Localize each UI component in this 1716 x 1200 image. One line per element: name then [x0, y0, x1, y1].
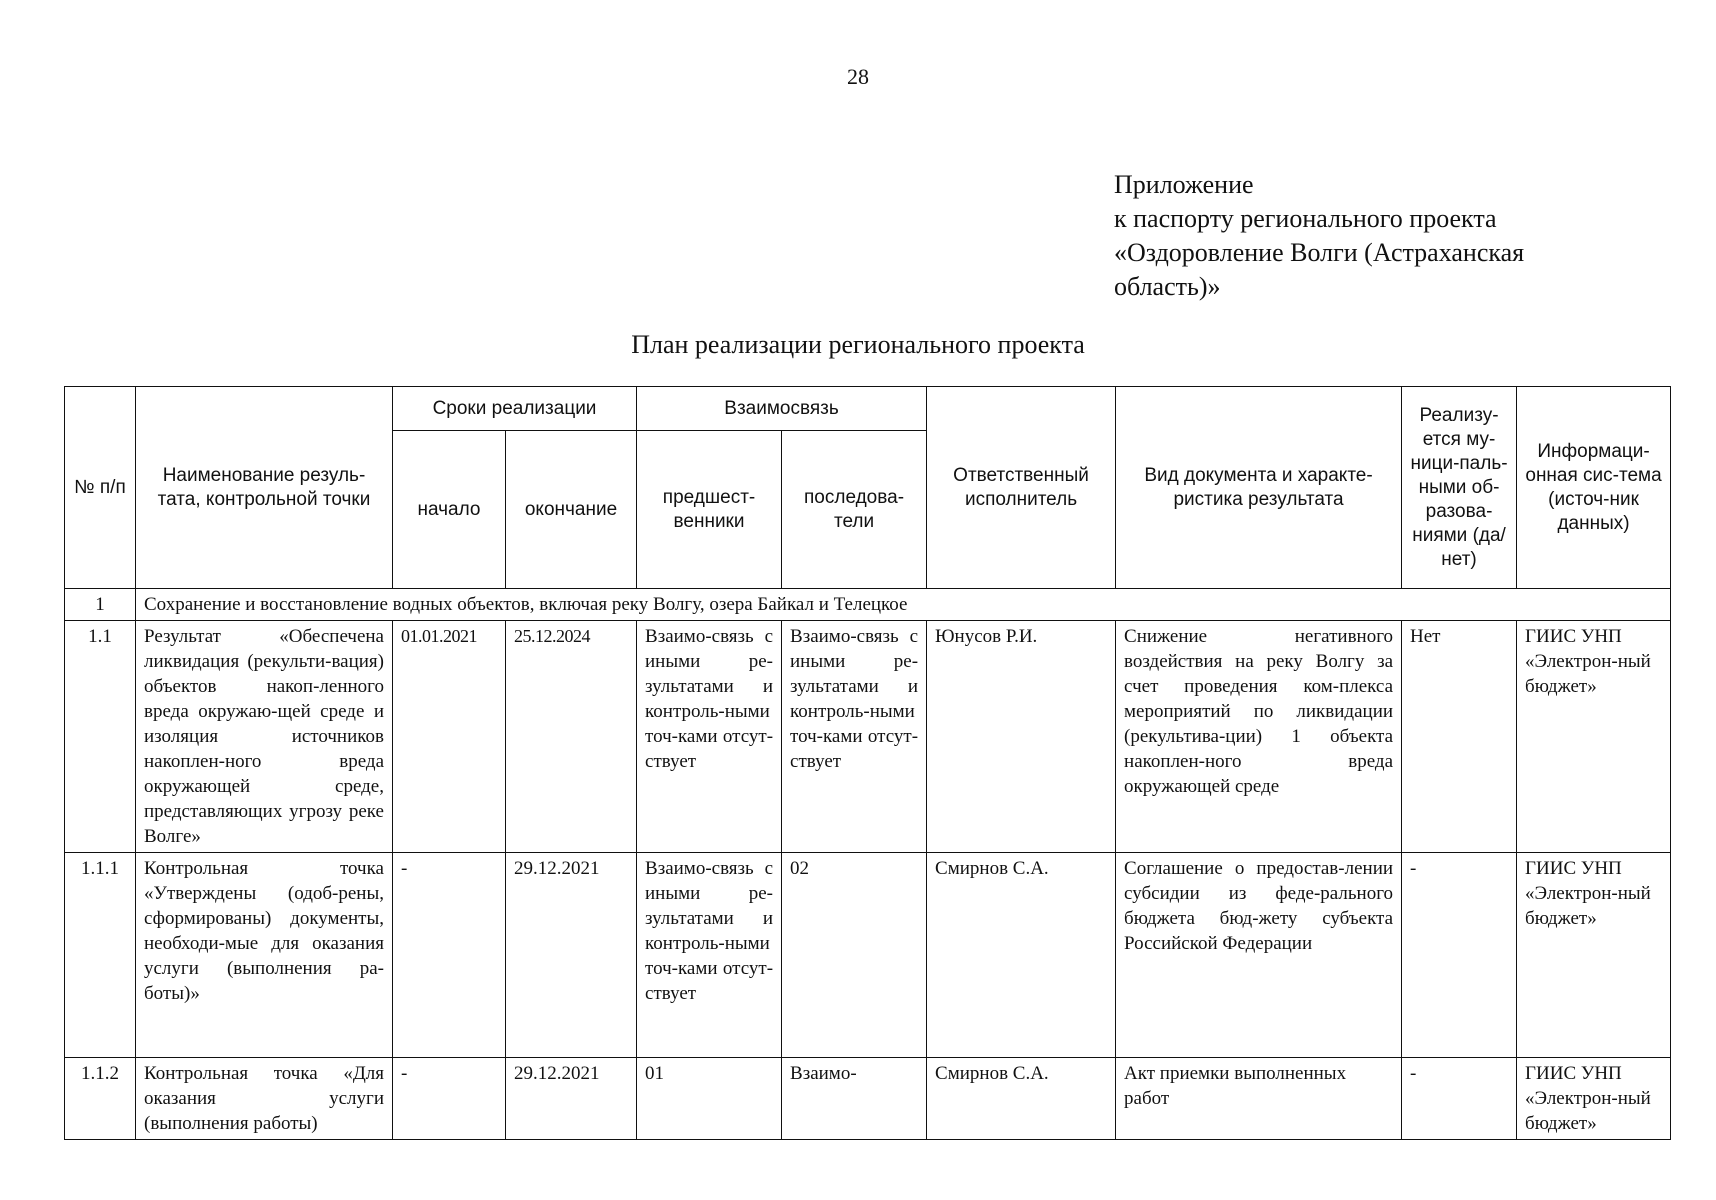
section-title: Сохранение и восстановление водных объектов, включая реку Волгу, озера Байкал и Телецкое — [136, 589, 1671, 621]
table-row — [65, 621, 1671, 853]
header-predecessors: предшест-венники — [637, 431, 782, 589]
row-executor: Смирнов С.А. — [927, 1058, 1116, 1140]
row-num: 1.1.1 — [65, 853, 136, 1058]
row-name: Контрольная точка «Для оказания услуги (выполнения работы) — [136, 1058, 393, 1140]
row-executor: Смирнов С.А. — [927, 853, 1116, 1058]
document-title: План реализации регионального проекта — [631, 330, 1085, 359]
row-executor: Юнусов Р.И. — [927, 621, 1116, 853]
section-row — [65, 589, 1671, 621]
row-start: - — [393, 853, 506, 1058]
header-end: окончание — [506, 431, 637, 589]
row-end: 29.12.2021 — [506, 853, 637, 1058]
row-end: 25.12.2024 — [506, 621, 637, 853]
row-municipal: - — [1402, 1058, 1517, 1140]
row-predecessors: Взаимо-связь с иными ре-зультатами и контроль-ными точ-ками отсут-ствует — [637, 621, 782, 853]
implementation-plan-table — [64, 386, 1671, 1140]
row-doc-type: Соглашение о предостав-лении субсидии из феде-рального бюджета бюд-жету субъекта Российской Федерации — [1116, 853, 1402, 1058]
appendix-line-1: Приложение — [1114, 170, 1254, 199]
row-predecessors: 01 — [637, 1058, 782, 1140]
row-num: 1.1.2 — [65, 1058, 136, 1140]
row-municipal: - — [1402, 853, 1517, 1058]
row-num: 1.1 — [65, 621, 136, 853]
table-row — [65, 853, 1671, 1058]
header-executor: Ответственный исполнитель — [927, 387, 1116, 589]
header-relation: Взаимосвязь — [637, 387, 927, 431]
header-start: начало — [393, 431, 506, 589]
header-doc-type: Вид документа и характе-ристика результата — [1116, 387, 1402, 589]
section-num: 1 — [65, 589, 136, 621]
row-successors: 02 — [782, 853, 927, 1058]
row-successors: Взаимо- — [782, 1058, 927, 1140]
header-num: № п/п — [65, 387, 136, 589]
appendix-heading — [1114, 168, 1614, 304]
row-info-system: ГИИС УНП «Электрон-ный бюджет» — [1517, 1058, 1671, 1140]
header-municipal: Реализу-ется му-ници-паль-ными об-разова-ниями (да/нет) — [1402, 387, 1517, 589]
header-info-system: Информаци-онная сис-тема (источ-ник данных) — [1517, 387, 1671, 589]
appendix-line-2: к паспорту регионального проекта — [1114, 204, 1497, 233]
row-doc-type: Акт приемки выполненных работ — [1116, 1058, 1402, 1140]
row-start: 01.01.2021 — [393, 621, 506, 853]
header-successors: последова-тели — [782, 431, 927, 589]
appendix-line-4: область)» — [1114, 272, 1221, 301]
row-predecessors: Взаимо-связь с иными ре-зультатами и контроль-ными точ-ками отсут-ствует — [637, 853, 782, 1058]
row-doc-type: Снижение негативного воздействия на реку Волгу за счет проведения ком-плекса мероприятий по ликвидации (рекультива-ции) 1 объекта накоплен-ного вреда окружающей среде — [1116, 621, 1402, 853]
page-number: 28 — [847, 64, 869, 89]
appendix-line-3: «Оздоровление Волги (Астраханская — [1114, 238, 1525, 267]
row-name: Результат «Обеспечена ликвидация (рекульти-вация) объектов накоп-ленного вреда окружаю-щей среде и изоляция источников накоплен-ного вреда окружающей среде, представляющих угрозу реке Волге» — [136, 621, 393, 853]
row-info-system: ГИИС УНП «Электрон-ный бюджет» — [1517, 621, 1671, 853]
row-info-system: ГИИС УНП «Электрон-ный бюджет» — [1517, 853, 1671, 1058]
table-row — [65, 1058, 1671, 1140]
row-municipal: Нет — [1402, 621, 1517, 853]
row-name: Контрольная точка «Утверждены (одоб-рены, сформированы) документы, необходи-мые для оказания услуги (выполнения ра-боты)» — [136, 853, 393, 1058]
header-name: Наименование резуль-тата, контрольной точки — [136, 387, 393, 589]
header-terms: Сроки реализации — [393, 387, 637, 431]
row-end: 29.12.2021 — [506, 1058, 637, 1140]
row-start: - — [393, 1058, 506, 1140]
row-successors: Взаимо-связь с иными ре-зультатами и контроль-ными точ-ками отсут-ствует — [782, 621, 927, 853]
